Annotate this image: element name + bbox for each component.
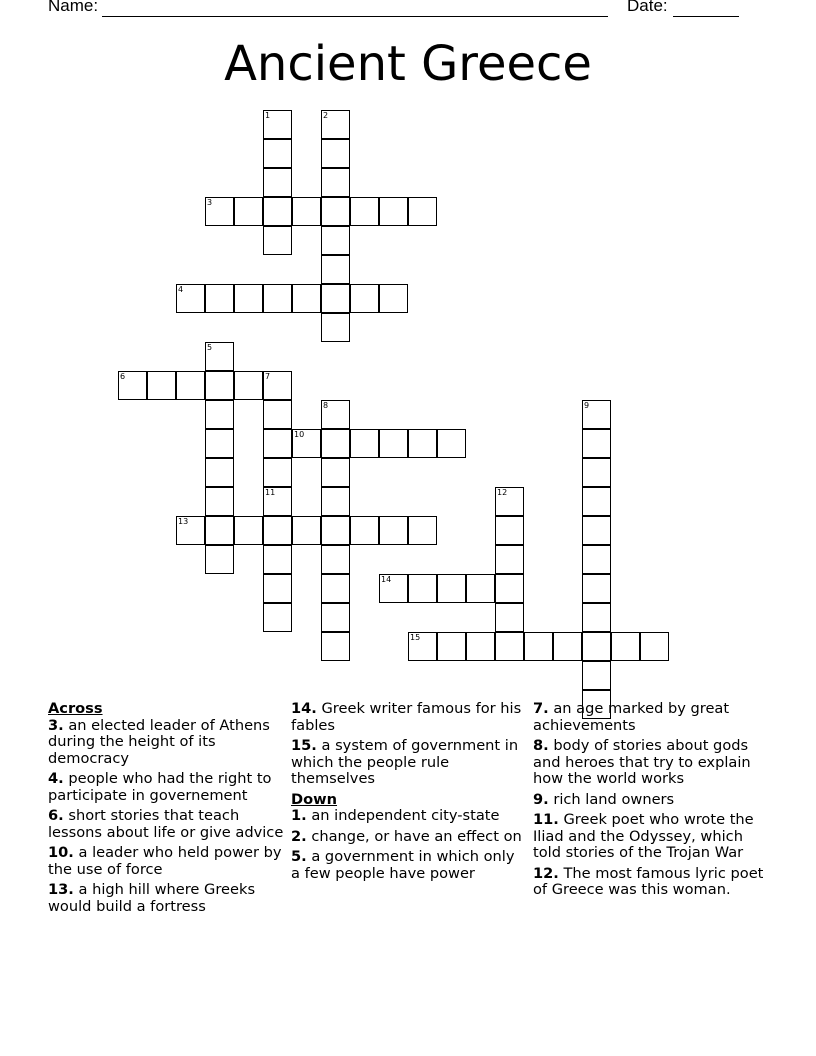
crossword-cell[interactable] — [321, 400, 350, 429]
crossword-cell[interactable] — [263, 574, 292, 603]
clue-item — [48, 718, 284, 768]
crossword-cell[interactable] — [408, 632, 437, 661]
crossword-cell[interactable] — [379, 574, 408, 603]
crossword-cell[interactable] — [292, 197, 321, 226]
crossword-cell[interactable] — [263, 110, 292, 139]
clues-column-3 — [533, 701, 769, 903]
crossword-cell[interactable] — [205, 458, 234, 487]
crossword-cell[interactable] — [321, 255, 350, 284]
clue-item — [533, 812, 769, 862]
clue-number: 14 — [381, 575, 392, 584]
clue-item-number: 2. — [291, 827, 307, 845]
crossword-cell[interactable] — [350, 429, 379, 458]
crossword-cell[interactable] — [263, 371, 292, 400]
crossword-cell[interactable] — [263, 139, 292, 168]
clue-item — [291, 849, 527, 882]
clue-item-number: 14. — [291, 700, 317, 717]
clue-item-number: 4. — [48, 770, 64, 787]
crossword-cell[interactable] — [321, 545, 350, 574]
clue-number: 4 — [178, 285, 184, 294]
clue-item — [533, 701, 769, 734]
clue-item-number: 6. — [48, 807, 64, 824]
down-heading: Down — [291, 790, 338, 808]
clues-column-2 — [291, 701, 527, 886]
clue-number: 2 — [323, 111, 329, 120]
clue-item-text: Greek writer famous for his fables — [291, 700, 522, 734]
crossword-cell[interactable] — [205, 400, 234, 429]
date-label: Date: — [627, 0, 668, 15]
crossword-cell[interactable] — [408, 197, 437, 226]
crossword-cell[interactable] — [321, 516, 350, 545]
clue-item-number: 10. — [48, 844, 74, 861]
crossword-cell[interactable] — [582, 603, 611, 632]
crossword-cell[interactable] — [350, 516, 379, 545]
page-title: Ancient Greece — [224, 36, 592, 92]
clue-item — [48, 882, 284, 915]
clue-number: 15 — [410, 633, 421, 642]
clue-number: 3 — [207, 198, 213, 207]
crossword-cell[interactable] — [205, 516, 234, 545]
crossword-cell[interactable] — [321, 313, 350, 342]
crossword-cell[interactable] — [321, 168, 350, 197]
crossword-cell[interactable] — [205, 197, 234, 226]
crossword-cell[interactable] — [205, 371, 234, 400]
crossword-cell[interactable] — [553, 632, 582, 661]
crossword-cell[interactable] — [582, 487, 611, 516]
crossword-cell[interactable] — [582, 429, 611, 458]
crossword-cell[interactable] — [437, 429, 466, 458]
crossword-cell[interactable] — [582, 632, 611, 661]
crossword-cell[interactable] — [321, 487, 350, 516]
clue-number: 13 — [178, 517, 189, 526]
crossword-cell[interactable] — [321, 139, 350, 168]
clue-item-number: 3. — [48, 716, 64, 734]
clue-item — [48, 771, 284, 804]
crossword-cell[interactable] — [292, 284, 321, 313]
crossword-cell[interactable] — [263, 458, 292, 487]
clue-item-number: 5. — [291, 848, 307, 865]
clue-number: 5 — [207, 343, 213, 352]
crossword-cell[interactable] — [466, 574, 495, 603]
crossword-cell[interactable] — [379, 516, 408, 545]
clue-item-number: 11. — [533, 811, 559, 828]
crossword-cell[interactable] — [379, 197, 408, 226]
crossword-cell[interactable] — [582, 661, 611, 690]
crossword-cell[interactable] — [263, 545, 292, 574]
crossword-cell[interactable] — [292, 516, 321, 545]
crossword-cell[interactable] — [582, 574, 611, 603]
crossword-cell[interactable] — [292, 429, 321, 458]
crossword-cell[interactable] — [263, 168, 292, 197]
crossword-cell[interactable] — [495, 516, 524, 545]
crossword-cell[interactable] — [640, 632, 669, 661]
clue-number: 6 — [120, 372, 126, 381]
crossword-cell[interactable] — [205, 284, 234, 313]
crossword-cell[interactable] — [350, 197, 379, 226]
crossword-cell[interactable] — [263, 429, 292, 458]
crossword-cell[interactable] — [321, 284, 350, 313]
crossword-cell[interactable] — [176, 284, 205, 313]
clue-item — [48, 845, 284, 878]
clue-item — [291, 738, 527, 788]
crossword-cell[interactable] — [118, 371, 147, 400]
clue-item — [533, 866, 769, 899]
clue-item-text: a system of government in which the people rule themselves — [291, 737, 519, 787]
clue-number: 8 — [323, 401, 329, 410]
across-heading: Across — [48, 700, 103, 717]
across-clue-list — [48, 718, 284, 916]
clue-item-number: 8. — [533, 737, 549, 754]
crossword-cell[interactable] — [176, 371, 205, 400]
crossword-cell[interactable] — [321, 429, 350, 458]
crossword-cell[interactable] — [408, 516, 437, 545]
crossword-cell[interactable] — [437, 632, 466, 661]
crossword-cell[interactable] — [147, 371, 176, 400]
crossword-cell[interactable] — [263, 197, 292, 226]
crossword-cell[interactable] — [205, 342, 234, 371]
crossword-cell[interactable] — [263, 603, 292, 632]
down-clue-list-continued — [533, 701, 769, 899]
clue-item — [291, 808, 527, 825]
crossword-cell[interactable] — [582, 545, 611, 574]
crossword-cell[interactable] — [176, 516, 205, 545]
clue-item-text: The most famous lyric poet of Greece was this woman. — [533, 864, 764, 898]
crossword-cell[interactable] — [234, 284, 263, 313]
clue-item-text: an elected leader of Athens during the height of its democracy — [48, 716, 270, 767]
crossword-cell[interactable] — [205, 429, 234, 458]
clue-item-text: Greek poet who wrote the Iliad and the Odyssey, which told stories of the Trojan War — [533, 811, 754, 861]
clue-item-text: people who had the right to participate in governement — [48, 770, 272, 804]
crossword-cell[interactable] — [582, 516, 611, 545]
crossword-cell[interactable] — [321, 197, 350, 226]
crossword-cell[interactable] — [263, 226, 292, 255]
clue-item-number: 9. — [533, 790, 549, 808]
crossword-cell[interactable] — [408, 429, 437, 458]
clue-item-text: rich land owners — [548, 790, 675, 808]
crossword-cell[interactable] — [321, 632, 350, 661]
clue-item — [533, 792, 769, 809]
crossword-cell[interactable] — [321, 574, 350, 603]
crossword-cell[interactable] — [321, 458, 350, 487]
clue-item-number: 1. — [291, 807, 307, 824]
crossword-cell[interactable] — [466, 632, 495, 661]
clue-item-number: 7. — [533, 700, 549, 717]
clues-column-1 — [48, 701, 284, 919]
crossword-cell[interactable] — [524, 632, 553, 661]
crossword-cell[interactable] — [263, 400, 292, 429]
crossword-cell[interactable] — [495, 487, 524, 516]
clue-number: 1 — [265, 111, 271, 120]
crossword-cell[interactable] — [582, 458, 611, 487]
clue-item-text: short stories that teach lessons about life or give advice — [48, 807, 284, 841]
crossword-cell[interactable] — [495, 574, 524, 603]
across-clue-list-continued — [291, 701, 527, 788]
clue-item-number: 12. — [533, 864, 559, 882]
clue-item — [48, 808, 284, 841]
clue-item-text: a government in which only a few people have power — [291, 848, 515, 882]
crossword-cell[interactable] — [205, 487, 234, 516]
crossword-cell[interactable] — [205, 545, 234, 574]
crossword-cell[interactable] — [495, 632, 524, 661]
crossword-cell[interactable] — [263, 487, 292, 516]
crossword-cell[interactable] — [263, 284, 292, 313]
clue-item-text: an age marked by great achievements — [533, 700, 730, 734]
clue-number: 9 — [584, 401, 590, 410]
crossword-cell[interactable] — [611, 632, 640, 661]
clue-item-text: a leader who held power by the use of force — [48, 844, 282, 878]
clue-item-text: a high hill where Greeks would build a fortress — [48, 881, 256, 915]
crossword-cell[interactable] — [234, 371, 263, 400]
clue-item-text: change, or have an effect on — [306, 827, 522, 845]
down-clue-list — [291, 808, 527, 882]
crossword-cell[interactable] — [379, 284, 408, 313]
clue-item — [533, 738, 769, 788]
crossword-cell[interactable] — [234, 516, 263, 545]
clue-item — [291, 829, 527, 846]
crossword-cell[interactable] — [321, 226, 350, 255]
crossword-cell[interactable] — [495, 603, 524, 632]
crossword-cell[interactable] — [350, 284, 379, 313]
crossword-cell[interactable] — [263, 516, 292, 545]
crossword-cell[interactable] — [582, 400, 611, 429]
crossword-cell[interactable] — [321, 110, 350, 139]
name-label: Name: — [48, 0, 99, 15]
clue-item-number: 15. — [291, 737, 317, 754]
clue-item-text: body of stories about gods and heroes that try to explain how the world works — [533, 737, 751, 787]
crossword-cell[interactable] — [437, 574, 466, 603]
clue-item — [291, 701, 527, 734]
clue-number: 12 — [497, 488, 508, 497]
clue-number: 11 — [265, 488, 276, 497]
crossword-cell[interactable] — [408, 574, 437, 603]
clue-number: 7 — [265, 372, 271, 381]
clue-number: 10 — [294, 430, 305, 439]
crossword-cell[interactable] — [495, 545, 524, 574]
crossword-cell[interactable] — [379, 429, 408, 458]
clue-item-text: an independent city-state — [306, 807, 500, 824]
crossword-cell[interactable] — [321, 603, 350, 632]
clue-item-number: 13. — [48, 881, 74, 898]
crossword-cell[interactable] — [234, 197, 263, 226]
